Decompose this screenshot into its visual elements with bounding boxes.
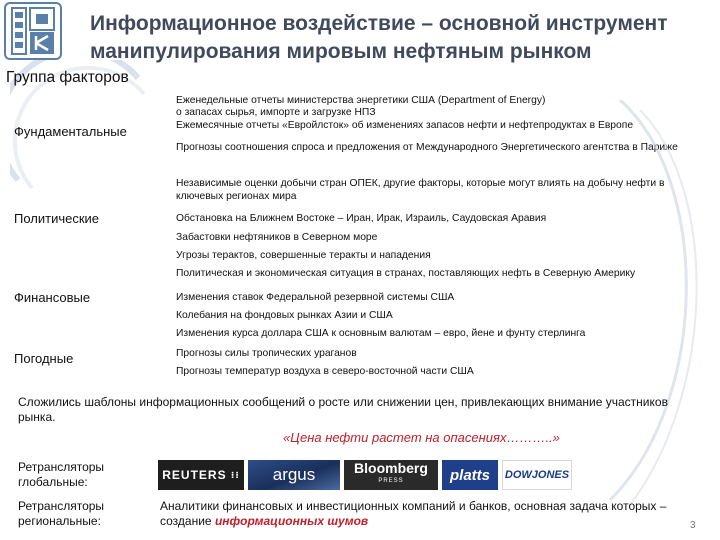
fact-item: Политическая и экономическая ситуация в странах, поставляющих нефть в Северную Америку xyxy=(176,268,636,279)
fact-item: Еженедельные отчеты министерства энергетики США (Department of Energy) xyxy=(176,95,546,106)
title-line-2: манипулирования мировым нефтяным рынком xyxy=(90,40,592,63)
fact-item: Колебания на фондовых рынках Азии и США xyxy=(176,310,393,321)
fact-item: Прогнозы силы тропических ураганов xyxy=(176,348,357,359)
fact-item: о запасах сырья, импорте и загрузке НПЗ xyxy=(176,107,376,118)
logo-mark-icon xyxy=(10,6,56,56)
fact-item: Угрозы терактов, совершенные теракты и нападения xyxy=(176,250,431,261)
headline-quote: «Цена нефти растет на опасениях………..» xyxy=(283,430,560,445)
fact-item: Ежемесячные отчеты «Евройлсток» об изменениях запасов нефти и нефтепродуктах в Европе xyxy=(176,120,634,131)
regional-relays-label: Ретрансляторы региональные: xyxy=(18,499,105,528)
regional-relays-description: Аналитики финансовых и инвестиционных компаний и банков, основная задача которых – создание информационных шумов xyxy=(160,499,667,528)
category-weather: Погодные xyxy=(14,351,74,366)
reuters-logo: REUTERS ⁝⁝ xyxy=(158,460,244,490)
category-financial: Финансовые xyxy=(14,290,91,305)
news-agencies-logos xyxy=(158,460,572,490)
fact-item: Прогнозы соотношения спроса и предложения от Международного Энергетического агентства в Париже xyxy=(176,142,678,153)
fact-item: Забастовки нефтяников в Северном море xyxy=(176,232,378,243)
decorative-curves-icon xyxy=(600,100,720,510)
ifoff-logo xyxy=(4,2,62,60)
page-number: 3 xyxy=(690,520,696,531)
factors-heading: Группа факторов xyxy=(6,69,129,86)
title-line-1: Информационное воздействие – основной инструмент xyxy=(90,12,668,35)
summary-text: Сложились шаблоны информационных сообщений о росте или снижении цен, привлекающих внимание участников рынка. xyxy=(18,395,668,424)
global-relays-label: Ретрансляторы глобальные: xyxy=(18,460,105,489)
fact-item: Изменения ставок Федеральной резервной системы США xyxy=(176,292,455,303)
fact-item: Изменения курса доллара США к основным валютам – евро, йене и фунту стерлинга xyxy=(176,328,586,339)
noise-highlight: информационных шумов xyxy=(214,514,369,528)
fact-item: Обстановка на Ближнем Востоке – Иран, Ирак, Израиль, Саудовская Аравия xyxy=(176,213,547,224)
platts-logo: platts xyxy=(442,460,498,490)
fact-item: Независимые оценки добычи стран ОПЕК, другие факторы, которые могут влиять на добычу нефти в ключевых регионах мира xyxy=(176,178,665,202)
category-political: Политические xyxy=(14,211,100,226)
dowjones-logo: DOWJONES xyxy=(502,460,572,490)
slide-title xyxy=(90,10,710,66)
fact-item: Прогнозы температур воздуха в северо-восточной части США xyxy=(176,366,474,377)
argus-logo: argus xyxy=(248,460,340,490)
category-fundamental: Фундаментальные xyxy=(14,124,127,139)
bloomberg-logo: Bloomberg PRESS xyxy=(344,460,438,490)
